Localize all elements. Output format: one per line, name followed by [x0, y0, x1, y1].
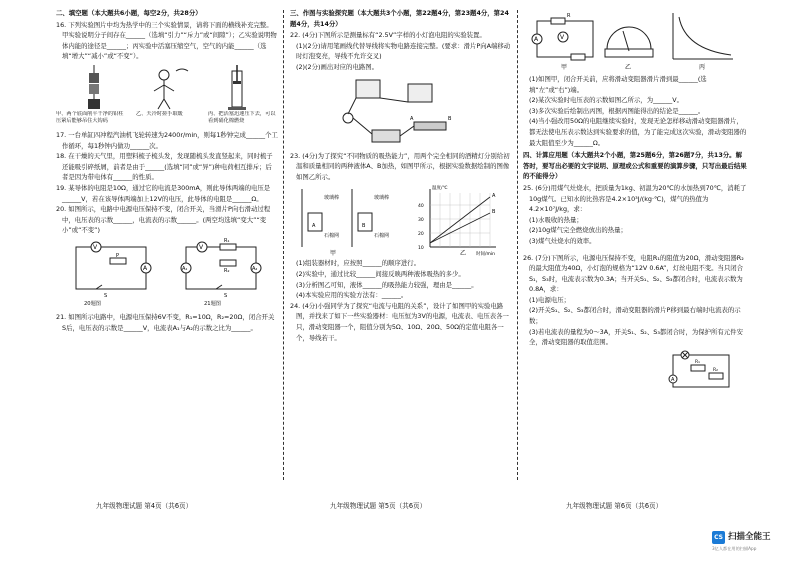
section-heading: 三、作图与实验探究题（本大题共3个小题，第22题4分，第23题4分，第24题4分，共14分）: [290, 9, 509, 28]
section-heading: 四、计算应用题（本大题共2个小题，第25题6分，第26题7分，共13分。解答时，要写出必要的文字说明、原理或公式和重要的演算步骤，只写出最后结果的不能得分）: [523, 151, 747, 181]
svg-text:B: B: [492, 209, 496, 216]
q22-apparatus-drawing: [290, 74, 512, 150]
column-page-6: [523, 8, 747, 394]
label-asbestos-net-2: 石棉网: [374, 233, 390, 240]
label-asbestos-net: 石棉网: [324, 233, 340, 240]
question-24-part-2: (2)某次实验时电压表的示数如图乙所示，为______V。: [529, 96, 684, 105]
figure-24: [523, 9, 747, 73]
caption-jia: 甲、两个底面削平干净的铅柱压紧后能够吊住大钩码: [56, 110, 124, 124]
question-25-part-1: (1)水吸收的热量；: [529, 215, 583, 224]
svg-text:R₁: R₁: [695, 359, 700, 365]
svg-text:A₂: A₂: [252, 265, 258, 272]
caption-yi: 乙、天冷时搓手取暖: [136, 110, 183, 117]
label-bing: 丙: [699, 64, 706, 71]
q24-circuit-meter-graph: [523, 9, 747, 73]
question-16: 16. 下列实验图片中均为热学中的三个实验情景，请将下面的横线补充完整。甲实验说明分子间存在______（选填“引力”“斥力”或“间隙”）；乙实验说明物体内能的途径是______；丙实验中活塞压缩空气，空气的内能______（选填“增大”“减小”或“不变”）。: [56, 20, 277, 61]
label-glass-rod-2: 玻璃棒: [374, 195, 390, 202]
svg-text:S: S: [224, 292, 228, 299]
caption-fig21: 21题图: [204, 300, 221, 307]
q26-circuit-drawing: [523, 349, 747, 393]
svg-text:B: B: [362, 223, 366, 230]
svg-text:B: B: [448, 115, 452, 122]
footer-page-6: 九年级物理试题 第6页（共6页）: [566, 502, 663, 510]
svg-text:20: 20: [418, 232, 424, 238]
figure-20-21: [56, 237, 278, 311]
svg-text:10: 10: [418, 246, 424, 252]
question-24-part-1: (1)如图甲，闭合开关前，应将滑动变阻器滑片滑到最______(选填“左”或“右”)端。: [529, 75, 707, 94]
question-24-part-4: (4)当小强改用50Ω的电阻继续实验时，发现无论怎样移动滑动变阻器滑片，都无法使电压表示数达到实验要求的值，为了能完成这次实验，滑动变阻器的最大阻值至少为______Ω。: [529, 117, 747, 147]
svg-text:R₁: R₁: [224, 237, 230, 244]
svg-text:A: A: [312, 223, 316, 230]
question-20: 20. 如图所示，电路中电源电压保持不变，闭合开关，当滑片P向右滑动过程中，电压表的示数______，电流表的示数______。(两空均选填“变大”“变小”或“不变”): [56, 205, 271, 235]
question-23-part-3: (3)分析图乙可知，液体______的吸热能力较强，理由是______。: [296, 280, 478, 289]
svg-text:P: P: [116, 252, 120, 259]
question-26-part-2: (2)开关S₁、S₂、S₃都闭合时，滑动变阻器的滑片P移到最右端时电流表的示数；: [529, 306, 741, 326]
footer-page-4: 九年级物理试题 第4页（共6页）: [96, 502, 193, 510]
question-18: 18. 在干燥的天气里，用塑料梳子梳头发，发现随梳头发直竖起来，同时梳子还能吸引碎纸屑，前者是由于______(选填“同”或“异”)种电荷相互排斥；后者是因为带电体有______的性质。: [56, 152, 273, 182]
figure-26: [523, 349, 747, 393]
question-26-part-3: (3)若电流表的量程为0～3A，开关S₁、S₂、S₃都闭合时，为保护所有元件安全，滑动变阻器的取值范围。: [529, 327, 743, 347]
question-22-part-2: (2)(2分)画出对应的电路图。: [296, 62, 379, 71]
svg-text:A₁: A₁: [182, 265, 188, 272]
q16-captions: [56, 111, 278, 129]
label-jia: 甲: [561, 64, 568, 71]
question-26: 26. (7分)下图所示，电源电压保持不变，电阻R₁的阻值为20Ω，滑动变阻器R₂的最大阻值为40Ω，小灯泡的规格为“12V 0.6A”，灯丝电阻不变。当只闭合S₁，S₃时，电流表示数为0.3A；当开关S₁、S₂、S₃都闭合时，电流表示数为0.8A，求：: [523, 253, 744, 294]
caption-bing: 丙、把活塞迅速压下去，可以看到硝化棉燃烧: [208, 110, 276, 124]
figure-22: [290, 74, 512, 150]
question-24: 24. (4分)小强同学为了探究“电流与电阻的关系”，设计了如图甲的实验电路图，并找来了如下一些实验器材：电压恒为3V的电源，电流表、电压表各一只，滑动变阻器一个，阻值分别为5Ω、10Ω、20Ω、50Ω的定值电阻各一个，导线若干。: [290, 301, 509, 342]
figure-16: [56, 63, 278, 129]
question-24-part-3: (3)多次实验后绘制出丙图，根据丙图能得出的结论是______。: [529, 106, 705, 115]
temperature-graph: [418, 184, 496, 257]
label-yi: 乙: [460, 250, 467, 258]
scanner-brand-name: 扫描全能王: [728, 532, 771, 542]
svg-text:R₂: R₂: [224, 267, 230, 274]
scanner-logo-icon: CS: [712, 531, 725, 544]
question-23-part-4: (4)本实验应用的实验方法有：______。: [296, 291, 408, 300]
question-25-part-2: (2)10g煤气完全燃烧放出的热量；: [529, 226, 627, 235]
question-19: 19. 某导体的电阻是10Ω，通过它的电流是300mA，则此导体两端的电压是______V，若在该导体两端加上12V的电压，此导体的电阻是______Ω。: [56, 183, 271, 203]
svg-text:A: A: [492, 193, 496, 200]
question-23-part-2: (2)实验中，通过比较______间接反映两种液体吸热的多少。: [296, 269, 465, 278]
caption-fig20: 20题图: [84, 300, 101, 307]
question-22: 22. (4分)下图所示是测量标有“2.5V”字样的小灯泡电阻的实验装置。: [290, 31, 486, 40]
scanner-watermark: [712, 530, 792, 556]
svg-text:V: V: [560, 34, 565, 41]
column-divider: [517, 10, 518, 480]
svg-text:R₂: R₂: [713, 367, 718, 373]
question-22-part-1: (1)(2分)请用笔画线代替导线将实物电路连接完整。(要求：滑片P向A端移动时灯泡变亮，导线不允许交叉): [296, 41, 511, 61]
q23-heating-and-graph: [290, 183, 512, 257]
svg-text:A: A: [410, 115, 414, 122]
question-21: 21. 如图所示电路中，电源电压保持6V不变，R₁=10Ω，R₂=20Ω，闭合开关S后，电压表的示数是______V，电流表A₁与A₂的示数之比为______。: [56, 312, 275, 332]
label-jia: 甲: [330, 250, 337, 258]
svg-text:40: 40: [418, 204, 424, 210]
label-glass-rod: 玻璃棒: [324, 195, 340, 202]
question-26-part-1: (1)电源电压；: [529, 295, 571, 304]
axis-label-temperature: 温度/℃: [432, 186, 448, 192]
svg-text:A: A: [534, 36, 539, 43]
section-heading: 二、填空题（本大题共6小题，每空2分，共28分）: [56, 9, 202, 17]
circuit-diagrams: [56, 237, 278, 311]
column-divider: [283, 10, 284, 480]
svg-text:V: V: [93, 243, 98, 251]
svg-text:R: R: [567, 13, 571, 19]
figure-23: [290, 183, 512, 257]
footer-page-5: 九年级物理试题 第5页（共6页）: [330, 502, 427, 510]
axis-label-time: 时间/min: [476, 252, 496, 258]
q16-experiments-drawing: [56, 63, 278, 129]
svg-text:30: 30: [418, 218, 424, 224]
svg-text:V: V: [199, 243, 204, 251]
question-23-part-1: (1)组装器材时，应按照______的顺序进行。: [296, 259, 421, 268]
svg-text:A: A: [671, 376, 675, 383]
scanner-tagline: 3亿人都在用的扫描App: [712, 546, 757, 551]
question-17: 17. 一台单缸四冲程汽油机飞轮转速为2400r/min，则每1秒钟完成______个工作循环，每1秒钟内做功______次。: [56, 130, 278, 150]
column-page-5: [290, 8, 512, 343]
label-yi: 乙: [625, 64, 632, 71]
question-25: 25. (6分)用煤气灶烧水，把质量为1kg、初温为20℃的水加热到70℃，消耗了10g煤气。已知水的比热容是4.2×10³J/(kg·℃)，煤气的热值为4.2×10⁷J/kg，求：: [523, 183, 747, 214]
column-page-4: [56, 8, 278, 333]
question-23: 23. (4分)为了探究“不同物质的吸热能力”，用两个完全相同的酒精灯分别给初温和质量相同的两种液体A、B加热，如图甲所示，根据实验数据绘制的图像如图乙所示。: [290, 151, 510, 181]
question-25-part-3: (3)煤气灶烧水的效率。: [529, 236, 596, 245]
svg-text:S: S: [104, 292, 108, 299]
svg-text:A: A: [143, 264, 148, 272]
